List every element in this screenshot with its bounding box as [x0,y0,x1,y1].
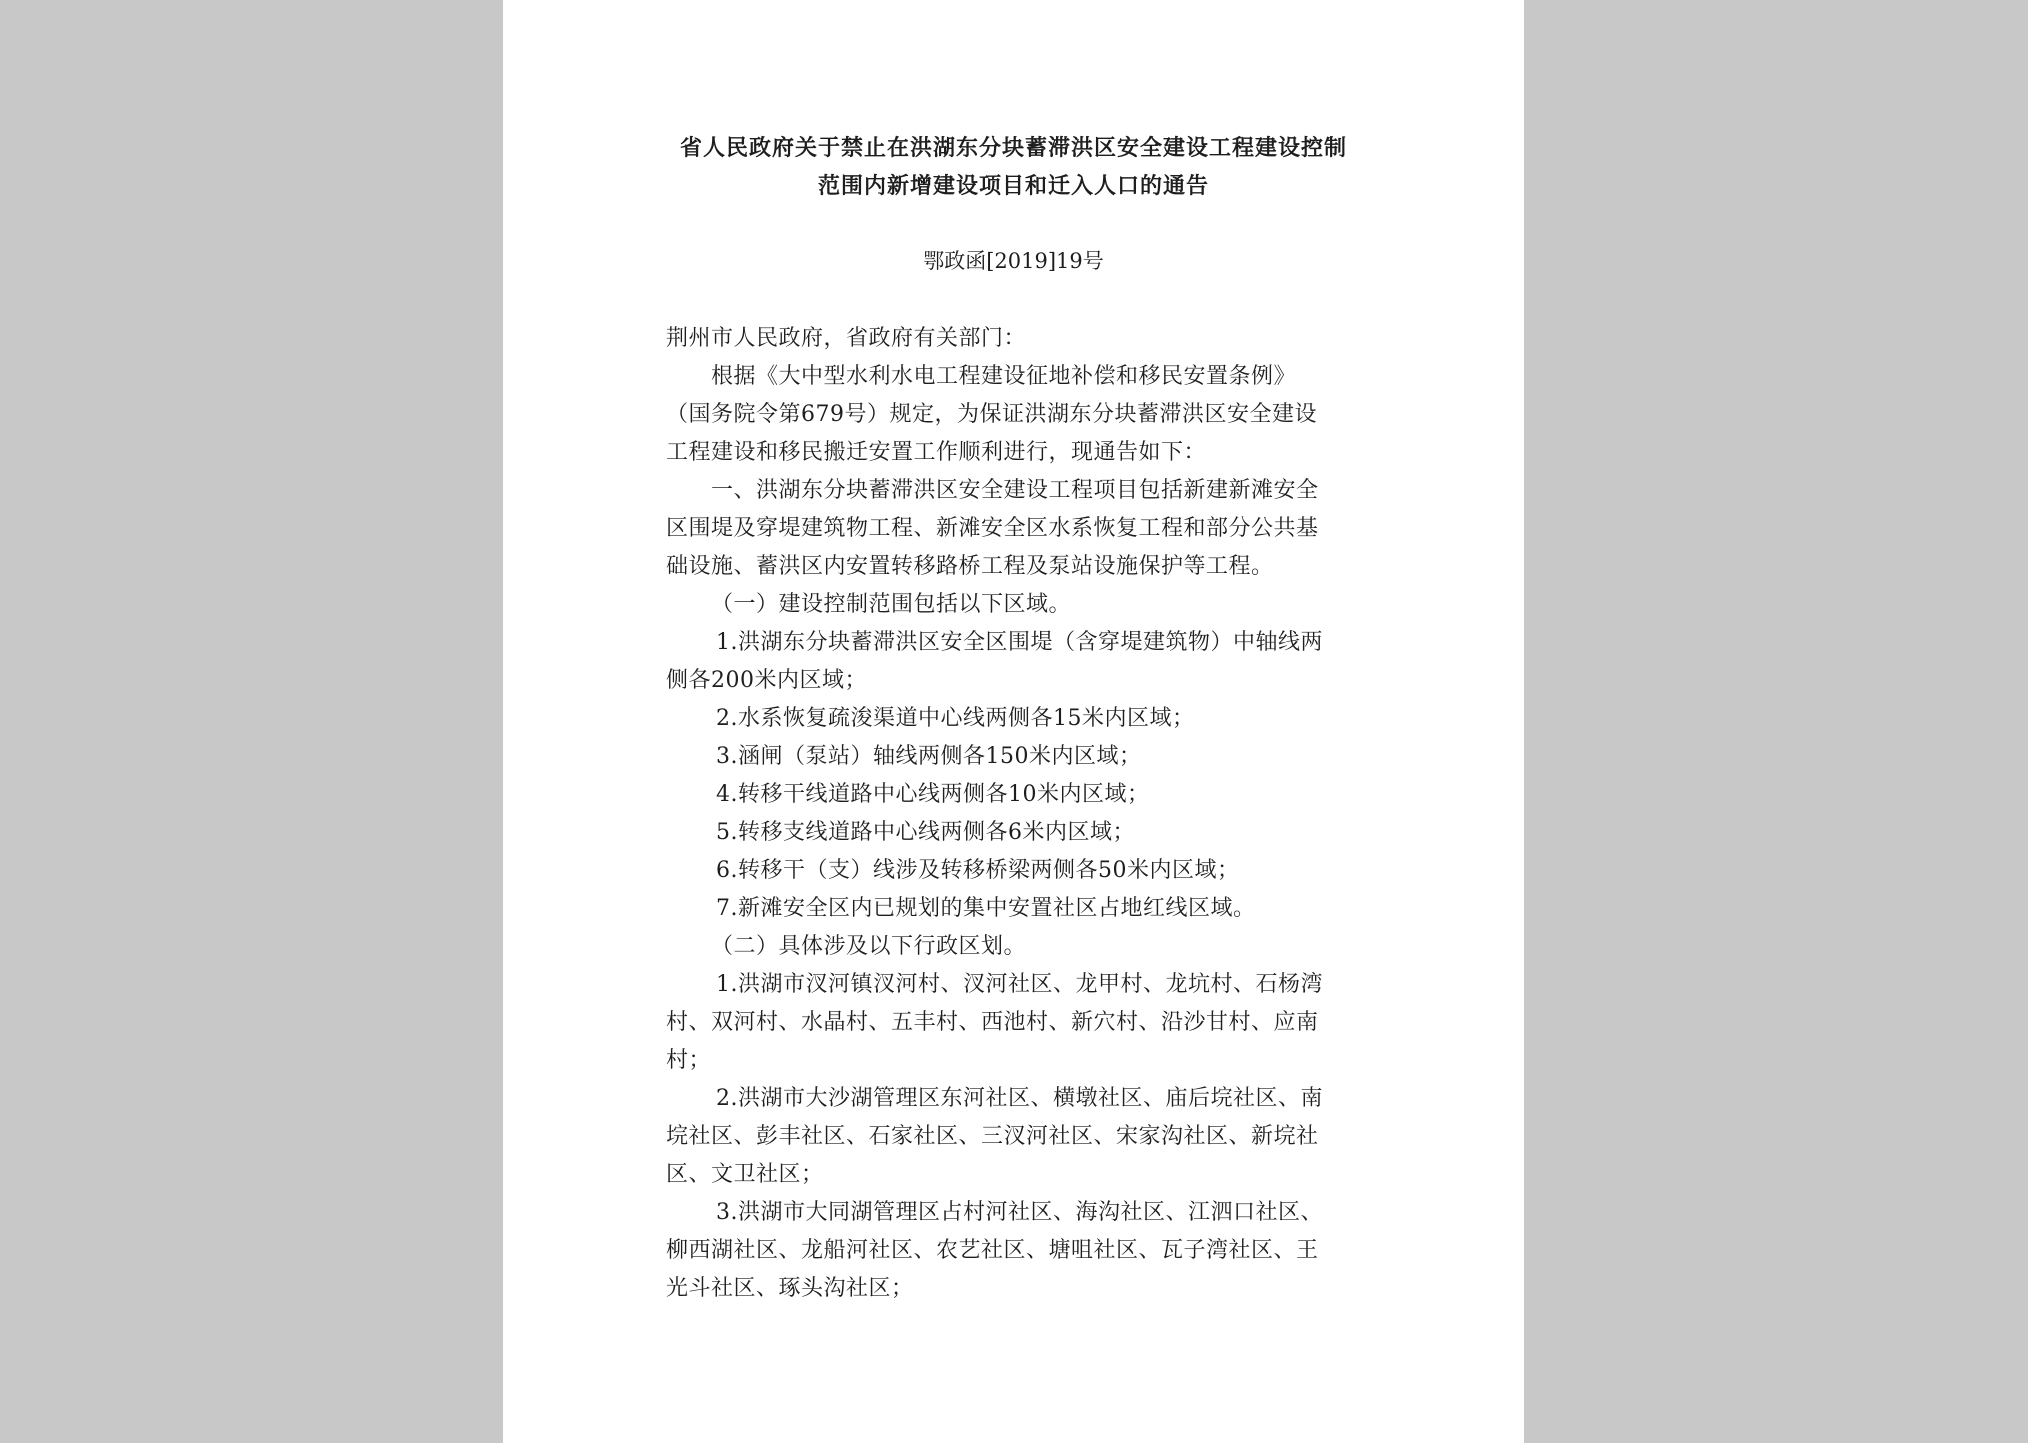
list-item: 1.洪湖市汊河镇汊河村、汊河社区、龙甲村、龙坑村、石杨湾 [716,972,1323,997]
list-item: 3.涵闸（泵站）轴线两侧各150米内区域； [716,744,1142,769]
list-item-continuation: 侧各200米内区域； [666,668,867,693]
body-line: （国务院令第679号）规定，为保证洪湖东分块蓄滞洪区安全建设 [666,402,1317,427]
section-heading: （一）建设控制范围包括以下区域。 [711,592,1072,617]
list-item: 5.转移支线道路中心线两侧各6米内区域； [716,820,1135,845]
list-item: 2.洪湖市大沙湖管理区东河社区、横墩社区、庙后垸社区、南 [716,1086,1323,1111]
list-item-continuation: 光斗社区、琢头沟社区； [666,1276,914,1301]
list-item-continuation: 柳西湖社区、龙船河社区、农艺社区、塘咀社区、瓦子湾社区、王 [666,1238,1319,1263]
list-item: 6.转移干（支）线涉及转移桥梁两侧各50米内区域； [716,858,1240,883]
list-item: 4.转移干线道路中心线两侧各10米内区域； [716,782,1150,807]
list-item-continuation: 垸社区、彭丰社区、石家社区、三汊河社区、宋家沟社区、新垸社 [666,1124,1319,1149]
list-item: 2.水系恢复疏浚渠道中心线两侧各15米内区域； [716,706,1195,731]
document-title-line-1: 省人民政府关于禁止在洪湖东分块蓄滞洪区安全建设工程建设控制 [679,135,1347,161]
body-line: 一、洪湖东分块蓄滞洪区安全建设工程项目包括新建新滩安全 [711,478,1319,503]
list-item-continuation: 村、双河村、水晶村、五丰村、西池村、新穴村、沿沙甘村、应南 [666,1010,1319,1035]
list-item-continuation: 区、文卫社区； [666,1162,824,1187]
body-line: 础设施、蓄洪区内安置转移路桥工程及泵站设施保护等工程。 [666,554,1274,579]
document-title-line-2: 范围内新增建设项目和迁入人口的通告 [817,173,1209,199]
list-item: 1.洪湖东分块蓄滞洪区安全区围堤（含穿堤建筑物）中轴线两 [716,630,1323,655]
body-line: 区围堤及穿堤建筑物工程、新滩安全区水系恢复工程和部分公共基 [666,516,1319,541]
list-item: 7.新滩安全区内已规划的集中安置社区占地红线区域。 [716,896,1256,921]
body-line: 根据《大中型水利水电工程建设征地补偿和移民安置条例》 [711,364,1297,389]
body-line: 工程建设和移民搬迁安置工作顺利进行，现通告如下： [666,440,1207,465]
salutation-line: 荆州市人民政府，省政府有关部门： [666,326,1027,351]
list-item-continuation: 村； [666,1048,712,1073]
document-number: 鄂政函[2019]19号 [923,249,1104,273]
list-item: 3.洪湖市大同湖管理区占村河社区、海沟社区、江泗口社区、 [716,1200,1323,1225]
section-heading: （二）具体涉及以下行政区划。 [711,934,1027,959]
document-page [503,0,1524,1443]
